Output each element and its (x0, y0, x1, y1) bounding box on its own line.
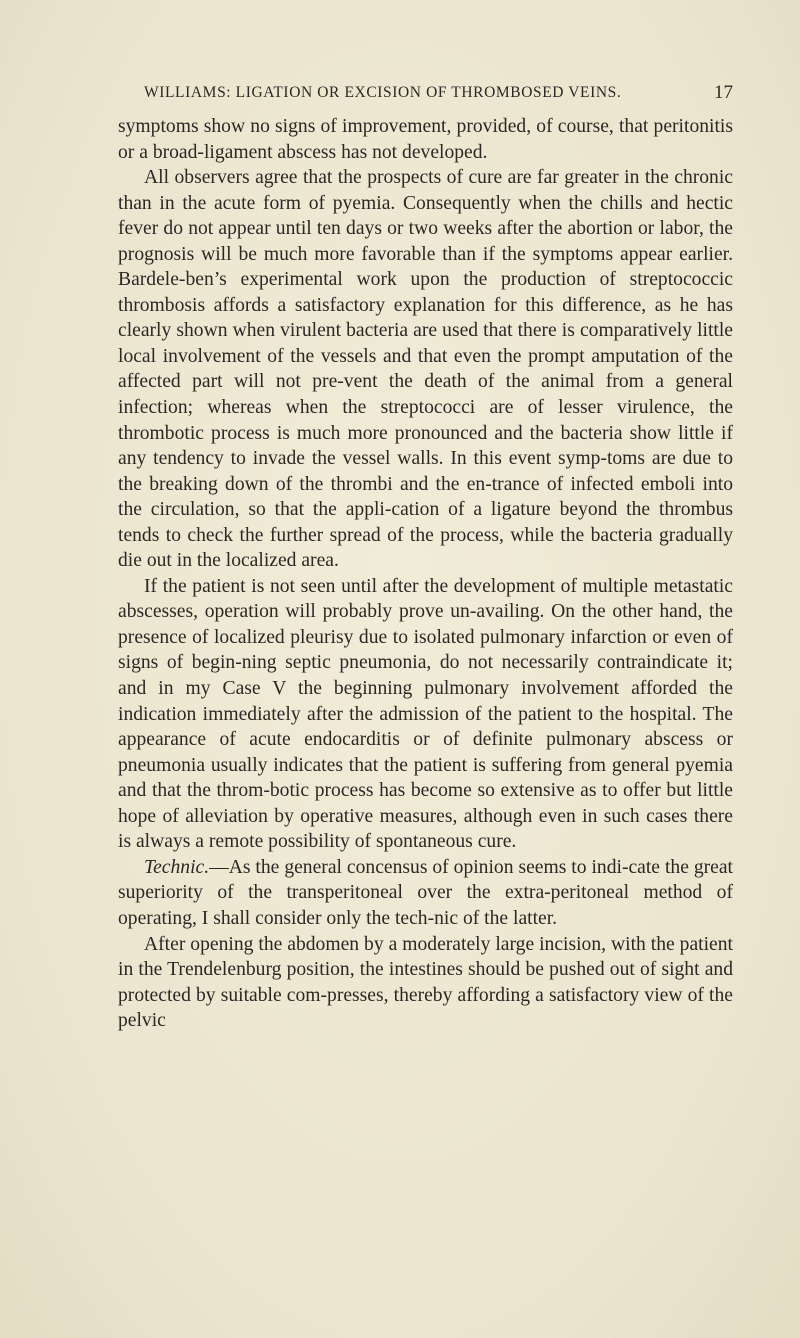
paragraph-text: —As the general concensus of opinion seems to indi-cate the great superiority of the transperitoneal over the extra-peritoneal method of operating, I shall consider only the tech-nic of the latter. (118, 856, 733, 929)
paragraph-text: If the patient is not seen until after the development of multiple metastatic abscesses, operation will probably prove un-availing. On the other hand, the presence of localized pleurisy due to isolated pulmonary infarction or even of signs of begin-ning septic pneumonia, do not necessarily contraindicate it; and in my Case V the beginning pulmonary involvement afforded the indication immediately after the admission of the patient to the hospital. The appearance of acute endocarditis or of definite pulmonary abscess or pneumonia usually indicates that the patient is suffering from general pyemia and that the throm-botic process has become so extensive as to offer but little hope of alleviation by operative measures, although even in such cases there is always a remote possibility of spontaneous cure. (118, 575, 733, 853)
page-number: 17 (714, 82, 733, 103)
paragraph-technic (118, 855, 733, 932)
paragraph-prognosis (118, 165, 733, 574)
paragraph-metastatic-abscesses (118, 574, 733, 855)
paragraph-continued (118, 114, 733, 165)
page-header (118, 82, 733, 108)
running-head: WILLIAMS: LIGATION OR EXCISION OF THROMBOSED VEINS. (144, 84, 622, 101)
paragraph-text: All observers agree that the prospects of cure are far greater in the chronic than in the acute form of pyemia. Consequently when the chills and hectic fever do not appear until ten days or two weeks after the abortion or labor, the prognosis will be much more favorable than if the symptoms appear earlier. Bardele-ben’s experimental work upon the production of streptococcic thrombosis affords a satisfactory explanation for this difference, as he has clearly shown when virulent bacteria are used that there is comparatively little local involvement of the vessels and that even the prompt amputation of the affected part will not pre-vent the death of the animal from a general infection; whereas when the streptococci are of lesser virulence, the thrombotic process is much more pronounced and the bacteria show little if any tendency to invade the vessel walls. In this event symp-toms are due to the breaking down of the thrombi and the en-trance of infected emboli into the circulation, so that the appli-cation of a ligature beyond the thrombus tends to check the further spread of the process, while the bacteria gradually die out in the localized area. (118, 167, 733, 572)
paragraph-operation (118, 932, 733, 1034)
body-text (118, 114, 733, 1034)
run-in-heading: Technic. (144, 856, 210, 878)
paragraph-text: symptoms show no signs of improvement, provided, of course, that peritonitis or a broad-ligament abscess has not developed. (118, 116, 733, 163)
paragraph-text: After opening the abdomen by a moderately large incision, with the patient in the Trendelenburg position, the intestines should be pushed out of sight and protected by suitable com-presses, thereby affording a satisfactory view of the pelvic (118, 933, 733, 1032)
